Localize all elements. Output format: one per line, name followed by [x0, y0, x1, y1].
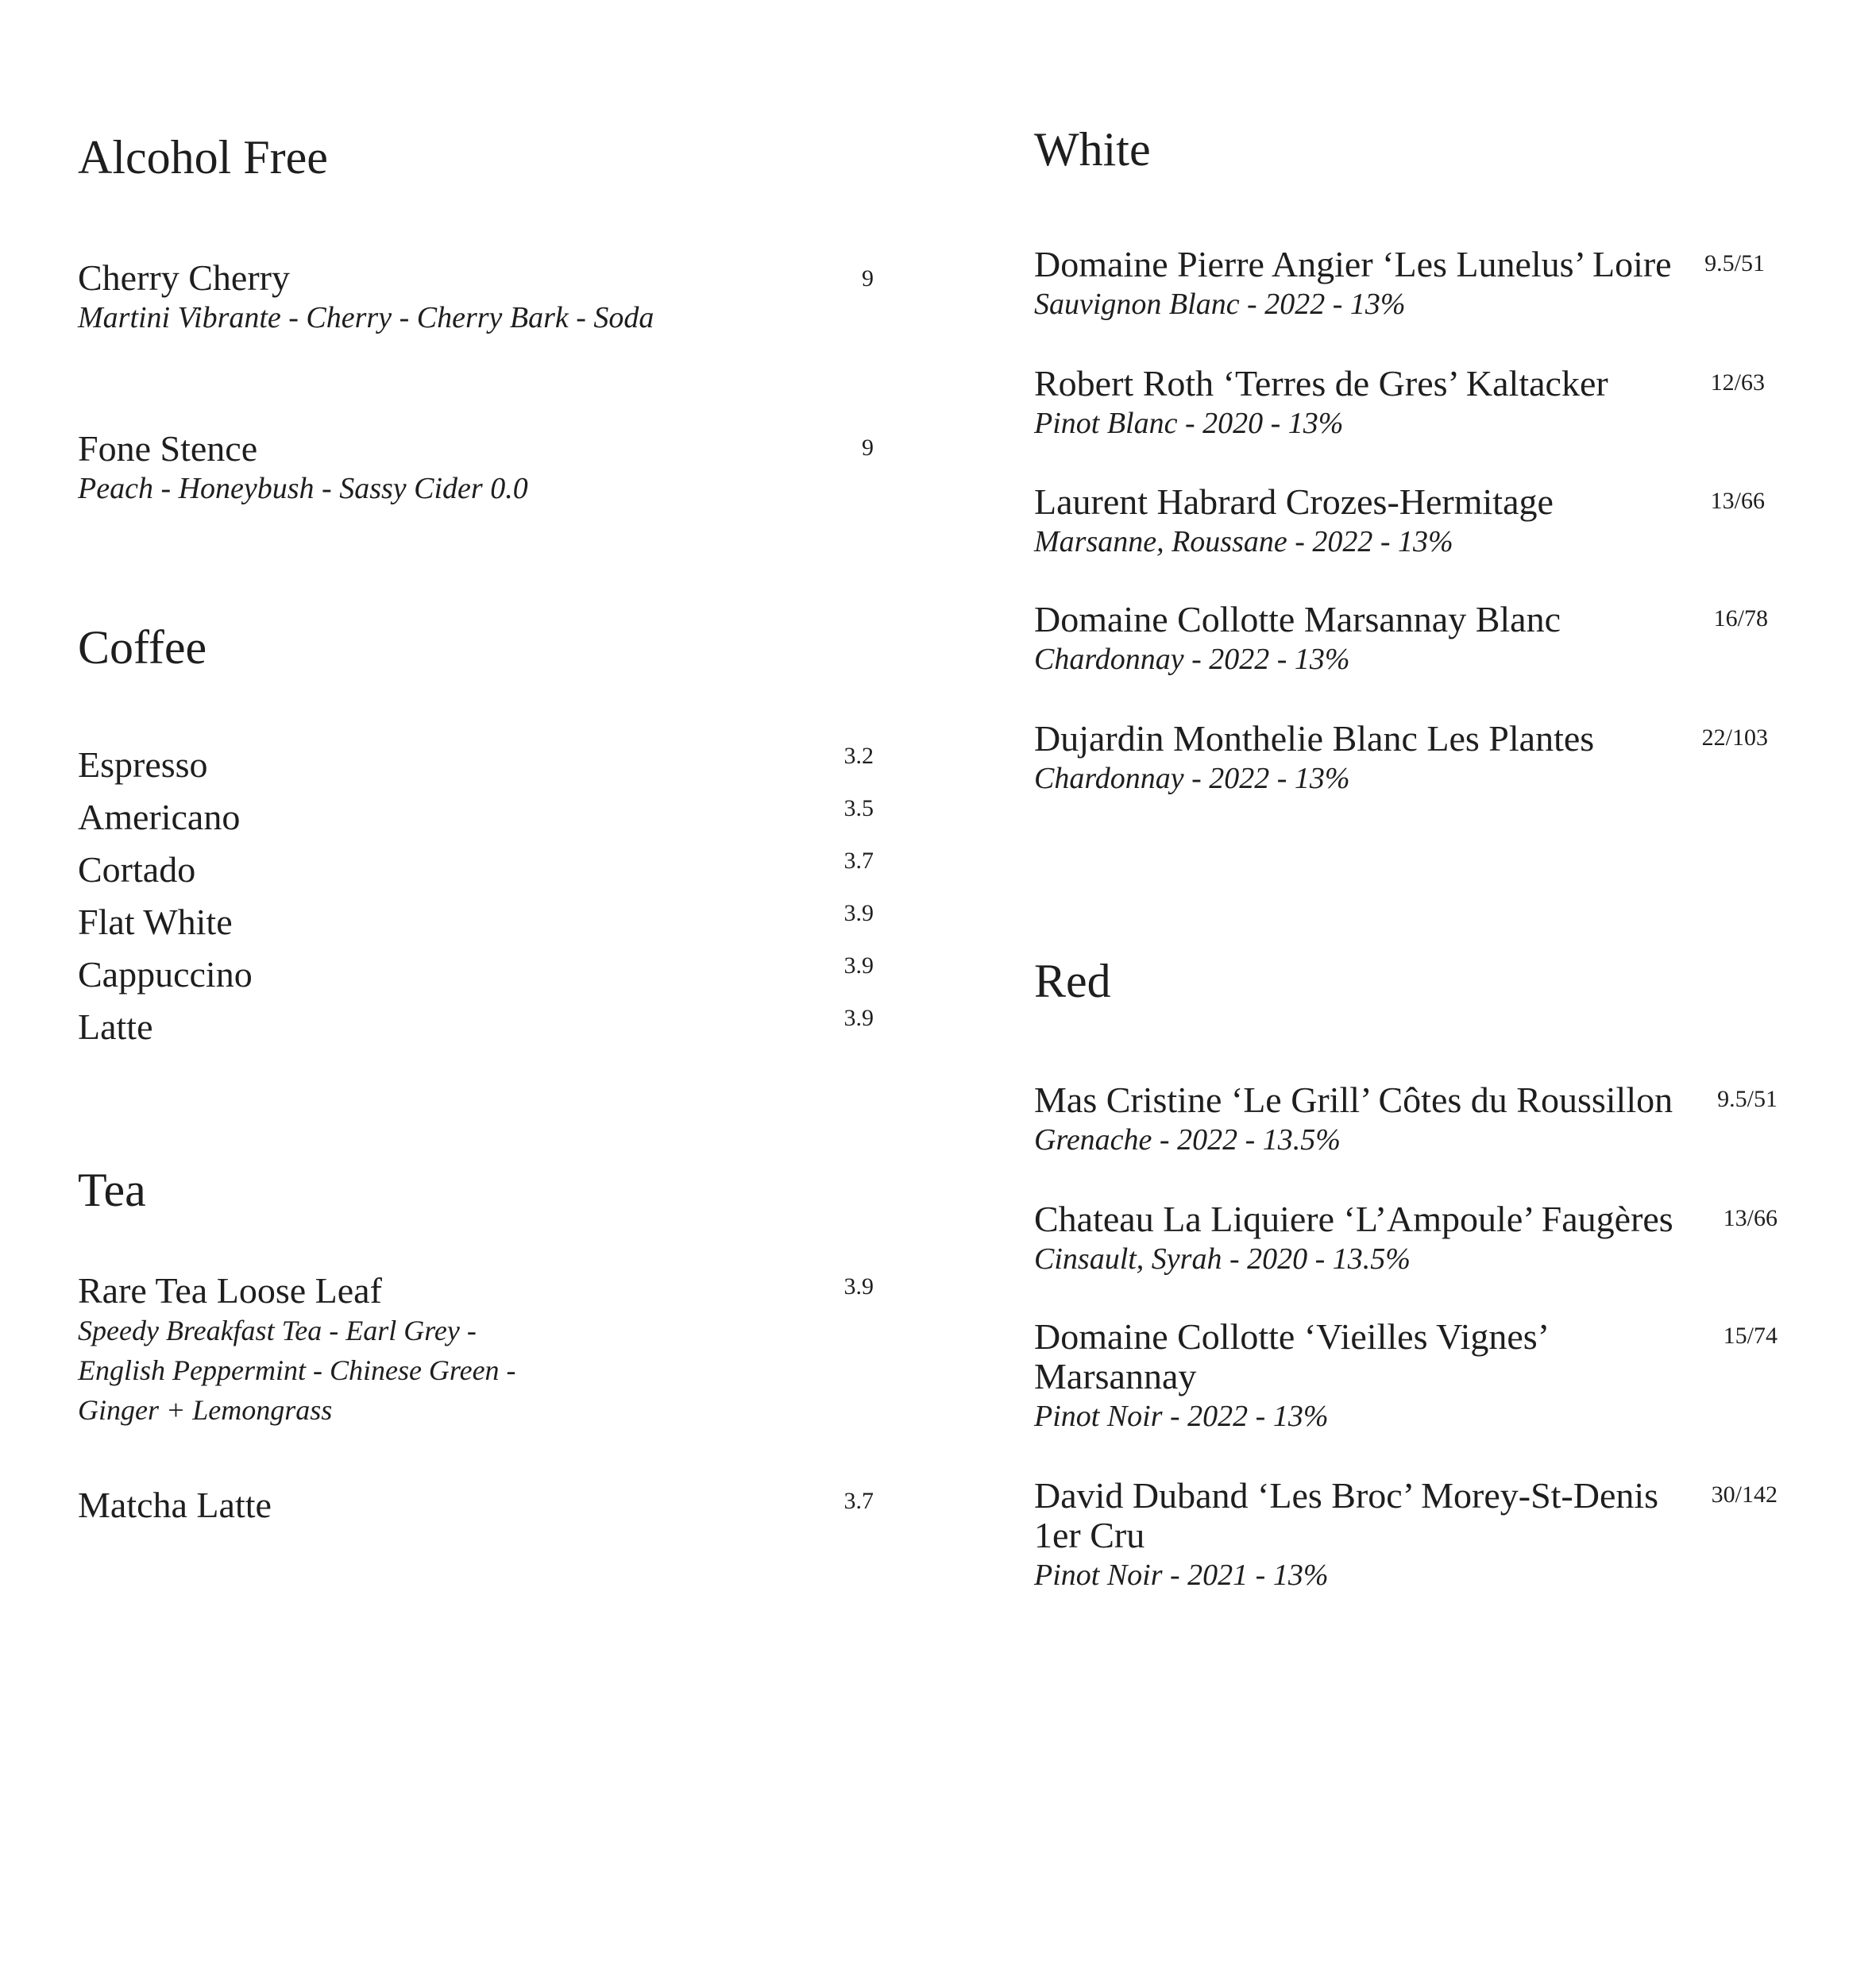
wine-item	[1034, 719, 1828, 798]
wine-price: 30/142	[1711, 1481, 1778, 1508]
item-name: Espresso	[78, 744, 208, 785]
wine-name: Dujardin Monthelie Blanc Les Plantes	[1034, 718, 1595, 759]
section-title-coffee: Coffee	[78, 621, 207, 674]
wine-price: 13/66	[1723, 1205, 1778, 1231]
wine-item	[1034, 1199, 1828, 1279]
item-description: Peach - Honeybush - Sassy Cider 0.0	[78, 472, 528, 505]
wine-price: 13/66	[1710, 488, 1765, 514]
wine-item	[1034, 245, 1828, 324]
wine-item	[1034, 482, 1828, 562]
item-description: Martini Vibrante - Cherry - Cherry Bark - Soda	[78, 301, 654, 334]
item-name: Americano	[78, 797, 241, 837]
wine-name-line: Domaine Collotte ‘Vieilles Vignes’	[1034, 1316, 1550, 1357]
item-name: Cappuccino	[78, 954, 253, 995]
item-price: 9	[862, 435, 874, 461]
menu-item	[78, 429, 874, 508]
wine-description: Pinot Blanc - 2020 - 13%	[1034, 407, 1344, 440]
menu-item	[78, 739, 874, 791]
wine-name: Mas Cristine ‘Le Grill’ Côtes du Roussillon	[1034, 1080, 1673, 1120]
wine-item	[1034, 1080, 1828, 1160]
item-name: Latte	[78, 1006, 153, 1047]
wine-description: Cinsault, Syrah - 2020 - 13.5%	[1034, 1242, 1411, 1276]
wine-price: 9.5/51	[1717, 1086, 1778, 1112]
item-price: 3.7	[843, 848, 874, 874]
wine-name: Laurent Habrard Crozes-Hermitage	[1034, 481, 1554, 522]
item-price: 3.9	[843, 1005, 874, 1031]
item-description-line: Ginger + Lemongrass	[78, 1394, 333, 1426]
menu-item	[78, 948, 874, 1001]
section-title-white: White	[1034, 123, 1151, 176]
item-name: Flat White	[78, 902, 233, 942]
item-price: 3.9	[843, 952, 874, 979]
wine-name-line: Marsannay	[1034, 1356, 1197, 1396]
section-title-tea: Tea	[78, 1164, 146, 1216]
wine-item	[1034, 600, 1828, 679]
wine-description: Pinot Noir - 2022 - 13%	[1034, 1400, 1329, 1433]
item-name: Matcha Latte	[78, 1485, 272, 1525]
item-description-line: Speedy Breakfast Tea - Earl Grey -	[78, 1315, 477, 1346]
wine-price: 15/74	[1723, 1323, 1778, 1349]
wine-name-line: David Duband ‘Les Broc’ Morey-St-Denis	[1034, 1475, 1659, 1516]
wine-description: Sauvignon Blanc - 2022 - 13%	[1034, 288, 1406, 321]
item-price: 3.2	[843, 743, 874, 769]
wine-name: Chateau La Liquiere ‘L’Ampoule’ Faugères	[1034, 1199, 1673, 1239]
item-description-line: English Peppermint - Chinese Green -	[78, 1354, 516, 1386]
item-price: 9	[862, 265, 874, 292]
wine-price: 16/78	[1713, 605, 1768, 632]
wine-name: Domaine Collotte Marsannay Blanc	[1034, 599, 1561, 639]
menu-item	[78, 1271, 874, 1430]
menu-item	[78, 896, 874, 948]
wine-name: Robert Roth ‘Terres de Gres’ Kaltacker	[1034, 363, 1608, 404]
item-name: Fone Stence	[78, 428, 258, 469]
menu-item	[78, 791, 874, 844]
section-title-red: Red	[1034, 955, 1111, 1007]
item-name: Cherry Cherry	[78, 257, 290, 298]
wine-price: 9.5/51	[1704, 250, 1765, 276]
wine-description: Chardonnay - 2022 - 13%	[1034, 643, 1350, 676]
item-name: Cortado	[78, 849, 196, 890]
wine-name-line: 1er Cru	[1034, 1515, 1145, 1555]
wine-item	[1034, 364, 1828, 443]
menu-item	[78, 258, 874, 338]
wine-price: 22/103	[1701, 724, 1768, 751]
menu-item	[78, 1485, 874, 1525]
wine-name: Domaine Pierre Angier ‘Les Lunelus’ Loire	[1034, 244, 1672, 284]
item-name: Rare Tea Loose Leaf	[78, 1270, 382, 1311]
wine-description: Chardonnay - 2022 - 13%	[1034, 762, 1350, 795]
section-title-alcohol-free: Alcohol Free	[78, 131, 328, 183]
wine-description: Grenache - 2022 - 13.5%	[1034, 1123, 1341, 1157]
item-price: 3.7	[843, 1488, 874, 1514]
wine-description: Pinot Noir - 2021 - 13%	[1034, 1559, 1329, 1592]
item-price: 3.5	[843, 795, 874, 821]
item-price: 3.9	[843, 1273, 874, 1300]
wine-description: Marsanne, Roussane - 2022 - 13%	[1034, 525, 1453, 558]
menu-item	[78, 844, 874, 896]
wine-item	[1034, 1476, 1828, 1595]
item-price: 3.9	[843, 900, 874, 926]
wine-item	[1034, 1317, 1828, 1436]
wine-price: 12/63	[1710, 369, 1765, 396]
menu-item	[78, 1001, 874, 1053]
